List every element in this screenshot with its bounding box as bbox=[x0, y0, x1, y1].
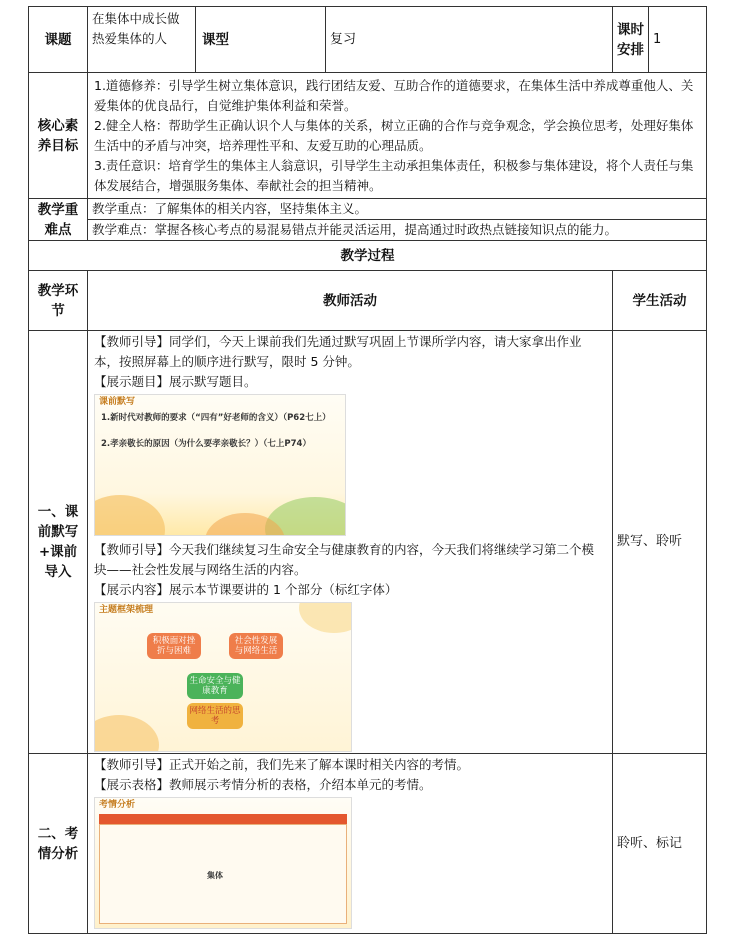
slide3-table-body bbox=[99, 824, 347, 924]
exam-analysis-slide bbox=[94, 797, 352, 929]
process-title: 教学过程 bbox=[29, 241, 707, 271]
difficulty-row bbox=[29, 220, 707, 241]
difficulties-label: 教学重难点 bbox=[29, 199, 88, 241]
stage1-student: 默写、聆听 bbox=[613, 331, 707, 754]
teaching-difficulty: 教学难点：掌握各核心考点的易混易错点并能灵活运用，提高通过时政热点链接知识点的能力。 bbox=[88, 220, 707, 241]
hours-label: 课时安排 bbox=[613, 7, 649, 73]
slide3-cell: 集体 bbox=[207, 871, 223, 880]
stage1-row bbox=[29, 331, 707, 754]
stage2-student: 聆听、标记 bbox=[613, 754, 707, 934]
stage1-p1: 【教师引导】同学们，今天上课前我们先通过默写巩固上节课所学内容，请大家拿出作业本，按照屏幕上的顺序进行默写，限时 5 分钟。 bbox=[94, 334, 582, 369]
header-row bbox=[29, 7, 707, 73]
goals-label: 核心素养目标 bbox=[29, 73, 88, 199]
goal-1: 1.道德修养：引导学生树立集体意识，践行团结友爱、互助合作的道德要求，在集体生活中养成尊重他人、关爱集体的优良品行，自觉维护集体利益和荣誉。 bbox=[94, 77, 694, 113]
stage1-p2: 【展示题目】展示默写题目。 bbox=[94, 374, 257, 389]
topic-value: 在集体中成长做热爱集体的人 bbox=[88, 7, 196, 73]
teaching-focus: 教学重点：了解集体的相关内容，坚持集体主义。 bbox=[88, 199, 707, 220]
lesson-plan-table bbox=[28, 6, 707, 934]
goal-3: 3.责任意识：培育学生的集体主人翁意识，引导学生主动承担集体责任，积极参与集体建设，将个人责任与集体发展结合，增强服务集体、奉献社会的担当精神。 bbox=[94, 157, 694, 193]
slide1-q1: 1.新时代对教师的要求（“四有”好老师的含义）（P62七上） bbox=[101, 413, 331, 423]
hours-value: 1 bbox=[649, 7, 707, 73]
mindmap-slide bbox=[94, 602, 352, 752]
stage1-name: 一、课前默写+课前导入 bbox=[29, 331, 88, 754]
type-label: 课型 bbox=[196, 7, 326, 73]
goals-row bbox=[29, 73, 707, 199]
slide2-bottom: 网络生活的思考 bbox=[187, 703, 243, 729]
stage2-name: 二、考情分析 bbox=[29, 754, 88, 934]
slide2-tag: 主题框架梳理 bbox=[99, 605, 154, 615]
process-title-row bbox=[29, 241, 707, 271]
stage2-p2: 【展示表格】教师展示考情分析的表格，介绍本单元的考情。 bbox=[94, 777, 432, 792]
slide2-node2: 社会性发展与网络生活 bbox=[229, 633, 283, 659]
lesson-plan bbox=[28, 6, 706, 934]
dictation-slide bbox=[94, 394, 346, 536]
goal-2: 2.健全人格：帮助学生正确认识个人与集体的关系，树立正确的合作与竞争观念，学会换位思考，处理好集体生活中的矛盾与冲突，培养理性平和、友爱互助的心理品质。 bbox=[94, 117, 694, 153]
stage2-teacher bbox=[88, 754, 613, 934]
topic-label: 课题 bbox=[29, 7, 88, 73]
slide2-node1: 积极面对挫折与困难 bbox=[147, 633, 201, 659]
slide3-table-header bbox=[99, 814, 347, 824]
stage2-row bbox=[29, 754, 707, 934]
focus-row bbox=[29, 199, 707, 220]
slide2-center: 生命安全与健康教育 bbox=[187, 673, 243, 699]
type-value: 复习 bbox=[326, 7, 613, 73]
slide1-tag: 课前默写 bbox=[99, 397, 136, 407]
slide1-q2: 2.孝亲敬长的原因（为什么要孝亲敬长？）（七上P74） bbox=[101, 439, 311, 449]
process-header-row bbox=[29, 271, 707, 331]
stage2-p1: 【教师引导】正式开始之前，我们先来了解本课时相关内容的考情。 bbox=[94, 757, 470, 772]
goals-content bbox=[88, 73, 707, 199]
stage1-p3: 【教师引导】今天我们继续复习生命安全与健康教育的内容，今天我们将继续学习第二个模块——社会性发展与网络生活的内容。 bbox=[94, 542, 595, 577]
stage1-teacher bbox=[88, 331, 613, 754]
col-student: 学生活动 bbox=[613, 271, 707, 331]
slide3-tag: 考情分析 bbox=[99, 800, 136, 810]
stage1-p4: 【展示内容】展示本节课要讲的 1 个部分（标红字体） bbox=[94, 582, 398, 597]
col-stage: 教学环节 bbox=[29, 271, 88, 331]
col-teacher: 教师活动 bbox=[88, 271, 613, 331]
